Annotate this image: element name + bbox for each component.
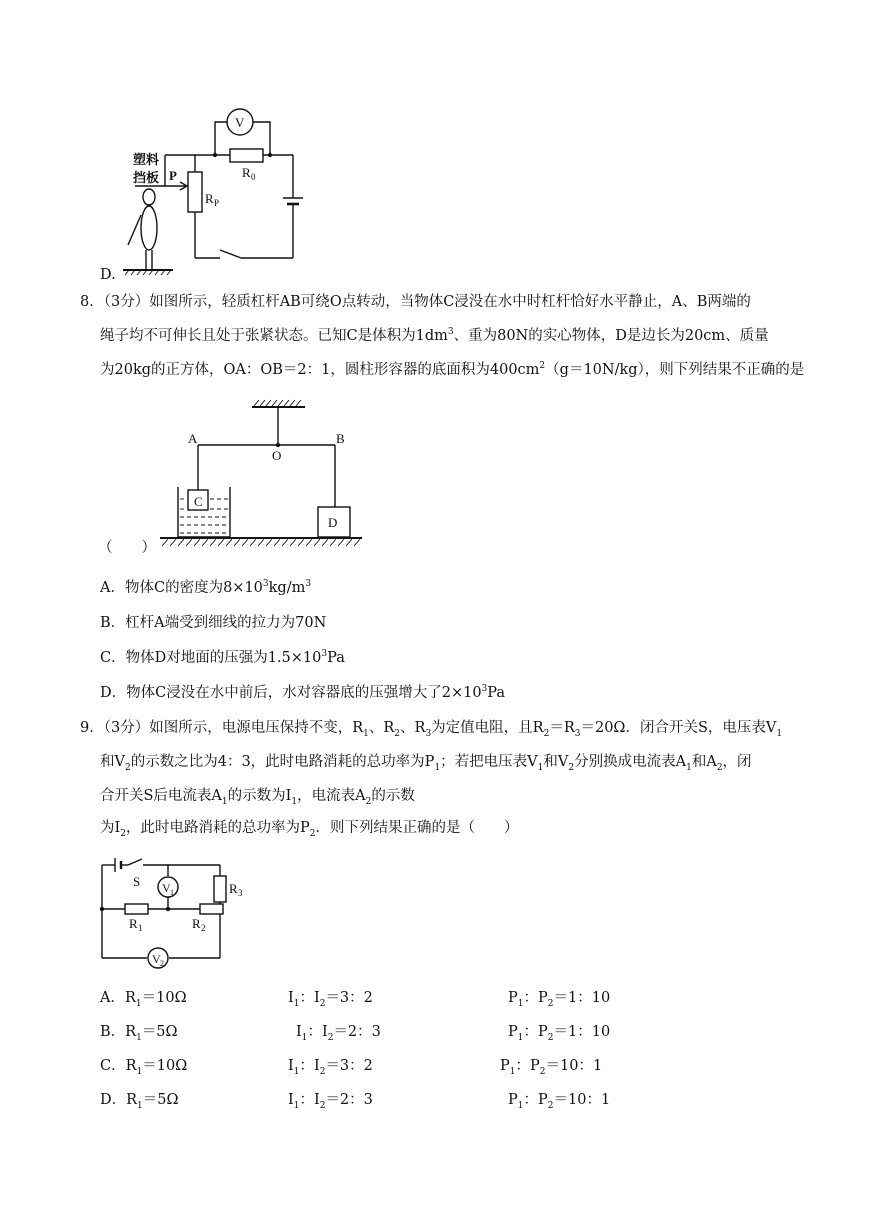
q9-label-r3: R: [229, 881, 238, 896]
q9-option-c-i: $I_1$：$I_2=3$：2: [288, 1058, 373, 1077]
q8-stem-line-3: 为20kg的正方体，OA：OB＝2：1，圆柱形容器的底面积为$400cm^2(g=10N/kg)$，则下列结果不正确的是: [100, 361, 805, 378]
q9-stem-line-1: 9．（3分）如图所示，电源电压保持不变，$R_1$、$R_2$、$R_3$为定值电阻，且$R_2=R_3=20\Omega$．闭合开关S，电压表$V_1$: [80, 720, 783, 739]
q8-stem-line-1: 8．（3分）如图所示，轻质杠杆AB可绕O点转动，当物体C浸没在水中时杠杆恰好水平静止，A、B两端的: [80, 294, 751, 310]
q9-label-v1: V: [162, 881, 171, 895]
q9-label-r3-sub: 3: [238, 888, 243, 898]
q7-p-label: P: [169, 168, 177, 183]
q9-stem-line-4: 为$I_2$，此时电路消耗的总功率为$P_2$．则下列结果正确的是（ ）: [100, 820, 519, 839]
q8-lever-diagram: [150, 395, 370, 555]
q8-label-d: D: [328, 515, 338, 530]
q9-option-a-i: $I_1$：$I_2=3$：2: [288, 990, 373, 1009]
q7-r0-sub: 0: [251, 172, 256, 182]
q9-stem-line-3: 合开关S后电流表$A_1$的示数为$I_1$，电流表$A_2$的示数: [100, 788, 415, 807]
q8-label-a: A: [188, 431, 198, 446]
q9-label-v1-sub: 1: [170, 888, 174, 897]
q9-option-d-i: $I_1$：$I_2=2$：3: [288, 1092, 373, 1111]
q9-option-d-p: $P_1$：$P_2=10$：1: [508, 1092, 611, 1111]
q7-rp-sub: P: [214, 198, 220, 208]
q9-option-d-r: D．$R_1=5\Omega$: [100, 1092, 179, 1111]
q9-label-v2: V: [152, 952, 161, 966]
q7-rp-label: R: [205, 191, 214, 206]
q7-r0-label: R: [242, 165, 251, 180]
q9-label-r2: R: [192, 916, 201, 931]
q8-stem-line-2: 绳子均不可伸长且处于张紧状态。已知C是体积为$1dm^3$、重为80N的实心物体，D是边长为20cm、质量: [100, 327, 769, 344]
q8-label-b: B: [336, 431, 345, 446]
q9-option-a-r: A．$R_1=10\Omega$: [100, 990, 187, 1009]
q8-answer-paren: （ ）: [98, 540, 156, 556]
q9-option-b-i: $I_1$：$I_2=2$：3: [296, 1024, 381, 1043]
q8-option-c: C．物体D对地面的压强为$1.5\times 10^3Pa$: [100, 649, 345, 666]
q9-option-c-r: C．$R_1=10\Omega$: [100, 1058, 188, 1077]
q7-plastic-label-2: 挡板: [133, 171, 160, 186]
q8-label-o: O: [272, 448, 282, 463]
q9-circuit-diagram: [95, 850, 255, 975]
q7-circuit-diagram: [95, 100, 325, 280]
q9-option-b-r: B．$R_1=5\Omega$: [100, 1024, 178, 1043]
q9-label-v2-sub: 2: [160, 959, 164, 968]
q8-option-a: A．物体C的密度为$8\times 10^3kg/m^3$: [100, 579, 312, 596]
q9-label-s: S: [133, 874, 141, 889]
q7-plastic-label-1: 塑料: [133, 153, 160, 168]
q9-option-c-p: $P_1$：$P_2=10$：1: [500, 1058, 603, 1077]
q9-label-r2-sub: 2: [201, 923, 206, 933]
q7-option-d-label: D.: [100, 267, 116, 283]
q8-option-d: D．物体C浸没在水中前后，水对容器底的压强增大了$2\times 10^3Pa$: [100, 684, 506, 701]
q9-option-a-p: $P_1$：$P_2=1$：10: [508, 990, 611, 1009]
q9-option-b-p: $P_1$：$P_2=1$：10: [508, 1024, 611, 1043]
q7-voltmeter-label: V: [235, 115, 245, 130]
q9-stem-line-2: 和$V_2$的示数之比为4：3，此时电路消耗的总功率为$P_1$；若把电压表$V_1$和$V_2$分别换成电流表$A_1$和$A_2$，闭: [100, 754, 752, 773]
q9-label-r1-sub: 1: [138, 923, 143, 933]
q9-label-r1: R: [129, 916, 138, 931]
q8-option-b: B．杠杆A端受到细线的拉力为70N: [100, 615, 327, 631]
q8-label-c: C: [194, 494, 203, 509]
